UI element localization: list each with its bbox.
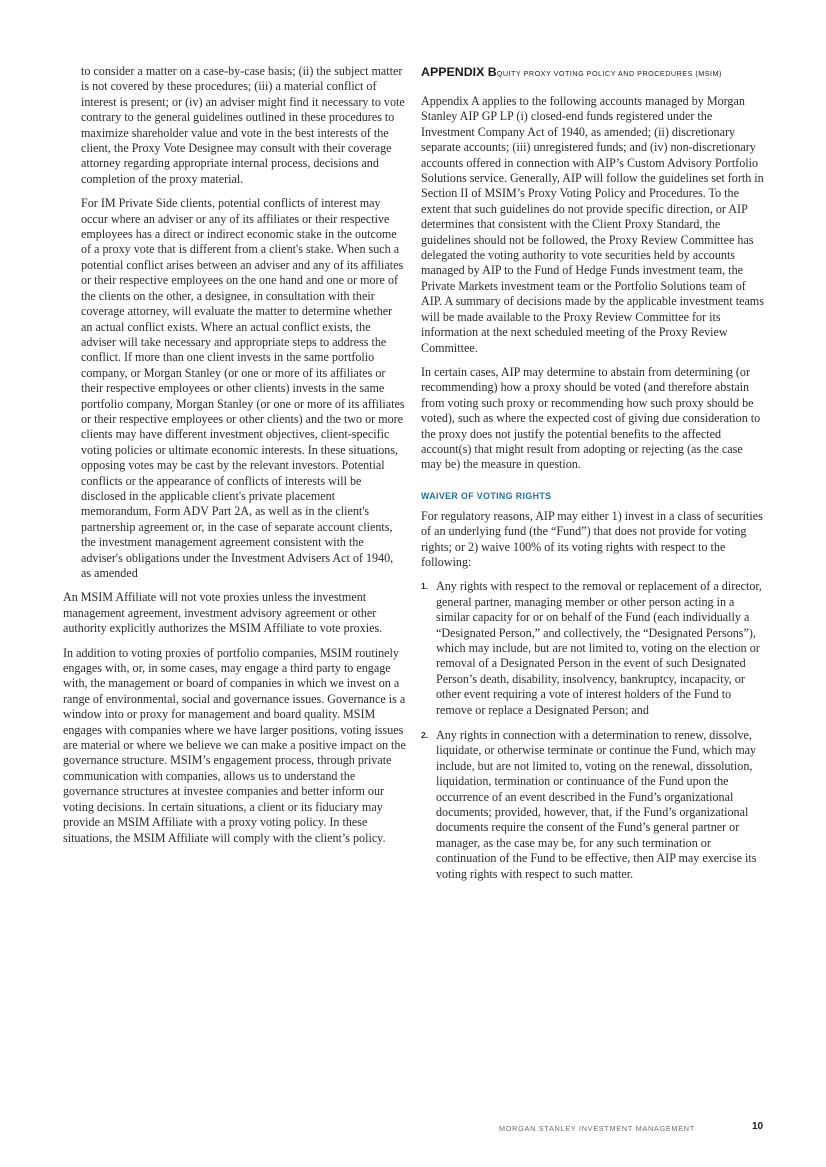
footer-publisher: MORGAN STANLEY INVESTMENT MANAGEMENT bbox=[499, 1124, 695, 1133]
paragraph-private-side-conflicts: For IM Private Side clients, potential conflicts of interest may occur where an adviser or any of its affiliates or their respective employees has a direct or indirect economic stake in the outcome of a proxy vote that is different from a client's stake. When such a potential conflict arises between an adviser and any of its affiliates or their respective employees on the one hand and one or more of the clients on the other, a designee, in consultation with their coverage attorney, will evaluate the matter to determine whether an actual conflict exists. Where an actual conflict exists, the adviser will take necessary and appropriate steps to address the conflict. If more than one client invests in the same portfolio company, or Morgan Stanley (or one or more of its affiliates or their respective employees or other clients) invests in the same portfolio company, Morgan Stanley (or one or more of its affiliates or their respective employees or other clients) and the two or more clients may have different investment objectives, client-specific voting policies or ultimate economic interests. In these situations, opposing votes may be cast by the relevant investors. Potential conflicts or the appearance of conflicts of interests will be disclosed in the applicable client's private placement memorandum, Form ADV Part 2A, as well as in the client's partnership agreement or, in the case of separate account clients, the investment management agreement consistent with the adviser's obligations under the Investment Advisers Act of 1940, as amended bbox=[81, 196, 405, 580]
list-item-text: Any rights with respect to the removal or replacement of a director, general partner, managing member or other person acting in a similar capacity for or on behalf of the Fund (each individually a “Designated Person,” and collectively, the “Designated Persons”), which may include, but are not limited to, voting on the election or removal of a Designated Person in the event of such Designated Person’s death, disability, insolvency, bankruptcy, incapacity, or other event requiring a vote of interest holders of the Fund to remove or replace a Designated Person; and bbox=[436, 579, 762, 717]
appendix-subtitle: QUITY PROXY VOTING POLICY AND PROCEDURES (MSIM) bbox=[496, 69, 722, 78]
waiver-heading: WAIVER OF VOTING RIGHTS bbox=[421, 490, 552, 501]
list-item-number: 1. bbox=[421, 581, 429, 592]
left-column bbox=[63, 64, 406, 855]
waiver-list bbox=[421, 579, 764, 882]
paragraph-engagement: In addition to voting proxies of portfolio companies, MSIM routinely engages with, or, in some cases, may engage a third party to engage with, the management or board of companies in which we invest on a range of environmental, social and governance issues. Governance is a window into or proxy for management and board quality. MSIM engages with companies where we have larger positions, voting issues are material or where we believe we can make a positive impact on the governance structure. MSIM’s engagement process, through private communication with companies, allows us to understand the governance structures at investee companies and better inform our voting decisions. In certain situations, a client or its fiduciary may provide an MSIM Affiliate with a proxy voting policy. In these situations, the MSIM Affiliate will comply with the client’s policy. bbox=[63, 645, 406, 845]
appendix-title: APPENDIX B bbox=[421, 65, 497, 79]
list-item bbox=[421, 579, 764, 718]
list-item bbox=[421, 728, 764, 882]
appendix-heading bbox=[421, 64, 764, 82]
paragraph-waiver-intro: For regulatory reasons, AIP may either 1) invest in a class of securities of an underlying fund (the “Fund”) that does not provide for voting rights; or 2) waive 100% of its voting rights with respect to the following: bbox=[421, 508, 763, 569]
paragraph-appendix-scope: Appendix A applies to the following accounts managed by Morgan Stanley AIP GP LP (i) closed-end funds registered under the Investment Company Act of 1940, as amended; (ii) discretionary separate accounts; (iii) unregistered funds; and (iv) non-discretionary accounts offered in connection with AIP’s Custom Advisory Portfolio Solutions service. Generally, AIP will follow the guidelines set forth in Section II of MSIM’s Proxy Voting Policy and Procedures. To the extent that such guidelines do not provide specific direction, or AIP determines that consistent with the Client Proxy Standard, the guidelines should not be followed, the Proxy Review Committee has delegated the voting authority to vote securities held by accounts managed by AIP to the Fund of Hedge Funds investment team, the Private Markets investment team or the Portfolio Solutions team of AIP. A summary of decisions made by the applicable investment teams will be made available to the Proxy Review Committee for its information at the next scheduled meeting of the Proxy Review Committee. bbox=[421, 94, 764, 355]
paragraph-abstain: In certain cases, AIP may determine to abstain from determining (or recommending) how a proxy should be voted (and therefore abstain from voting such proxy or recommending how such proxy should be voted), such as where the expected cost of giving due consideration to the proxy does not justify the potential benefits to the affected account(s) that might result from adopting or rejecting (as the case may be) the measure in question. bbox=[421, 364, 761, 472]
paragraph-authority: An MSIM Affiliate will not vote proxies unless the investment management agreement, investment advisory agreement or other authority explicitly authorizes the MSIM Affiliate to vote proxies. bbox=[63, 590, 383, 636]
list-item-number: 2. bbox=[421, 730, 429, 741]
list-item-text: Any rights in connection with a determination to renew, dissolve, liquidate, or otherwise terminate or continue the Fund, which may include, but are not limited to, voting on the renewal, dissolution, liquidation, termination or continuance of the Fund upon the occurrence of an event described in the Fund’s organizational documents; provided, however, that, if the Fund’s organizational documents require the consent of the Fund’s general partner or manager, as the case may be, for any such termination or continuation of the Fund to be effective, then AIP may exercise its voting rights with respect to such matter. bbox=[436, 728, 757, 881]
paragraph-continued: to consider a matter on a case-by-case basis; (ii) the subject matter is not covered by these procedures; (iii) a material conflict of interest is present; or (iv) an adviser might find it necessary to vote contrary to the general guidelines outlined in these procedures to maximize shareholder value and vote in the best interests of the client, the Proxy Vote Designee may consult with their coverage attorney regarding appropriate internal process, decisions and completion of the proxy material. bbox=[81, 64, 405, 186]
page-number: 10 bbox=[752, 1121, 764, 1132]
right-column bbox=[421, 64, 764, 892]
